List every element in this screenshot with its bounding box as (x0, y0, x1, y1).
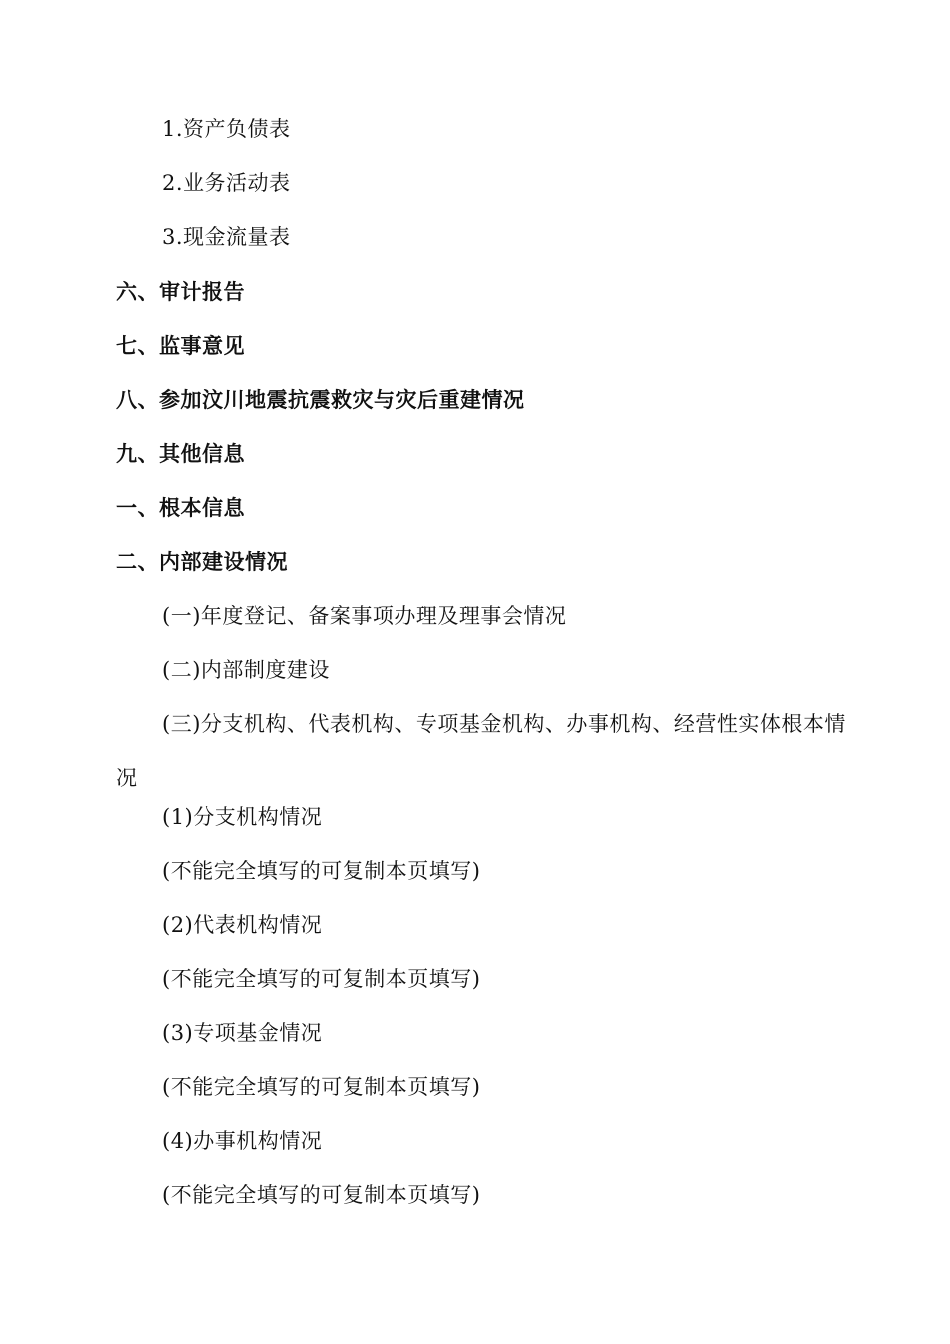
note-copy-page: (不能完全填写的可复制本页填写) (162, 1183, 481, 1207)
subsection-branch-institutions: (三)分支机构、代表机构、专项基金机构、办事机构、经营性实体根本情况 (116, 712, 846, 790)
item-activity-statement: 2.业务活动表 (162, 171, 291, 195)
item-cash-flow-statement: 3.现金流量表 (162, 225, 291, 249)
item-office-status: (4)办事机构情况 (162, 1129, 323, 1153)
note-copy-page: (不能完全填写的可复制本页填写) (162, 859, 481, 883)
section-heading-earthquake-relief: 八、参加汶川地震抗震救灾与灾后重建情况 (116, 387, 525, 412)
subsection-internal-system: (二)内部制度建设 (162, 658, 330, 682)
note-copy-page: (不能完全填写的可复制本页填写) (162, 967, 481, 991)
section-heading-audit-report: 六、审计报告 (116, 279, 245, 304)
section-heading-internal-construction: 二、内部建设情况 (116, 549, 288, 574)
note-copy-page: (不能完全填写的可复制本页填写) (162, 1075, 481, 1099)
section-heading-supervisor-opinion: 七、监事意见 (116, 333, 245, 358)
subsection-annual-registration: (一)年度登记、备案事项办理及理事会情况 (162, 604, 567, 628)
section-heading-other-info: 九、其他信息 (116, 441, 245, 466)
item-representative-status: (2)代表机构情况 (162, 913, 323, 937)
item-balance-sheet: 1.资产负债表 (162, 117, 291, 141)
item-branch-status: (1)分支机构情况 (162, 805, 323, 829)
item-special-fund-status: (3)专项基金情况 (162, 1021, 323, 1045)
section-heading-basic-info: 一、根本信息 (116, 495, 245, 520)
